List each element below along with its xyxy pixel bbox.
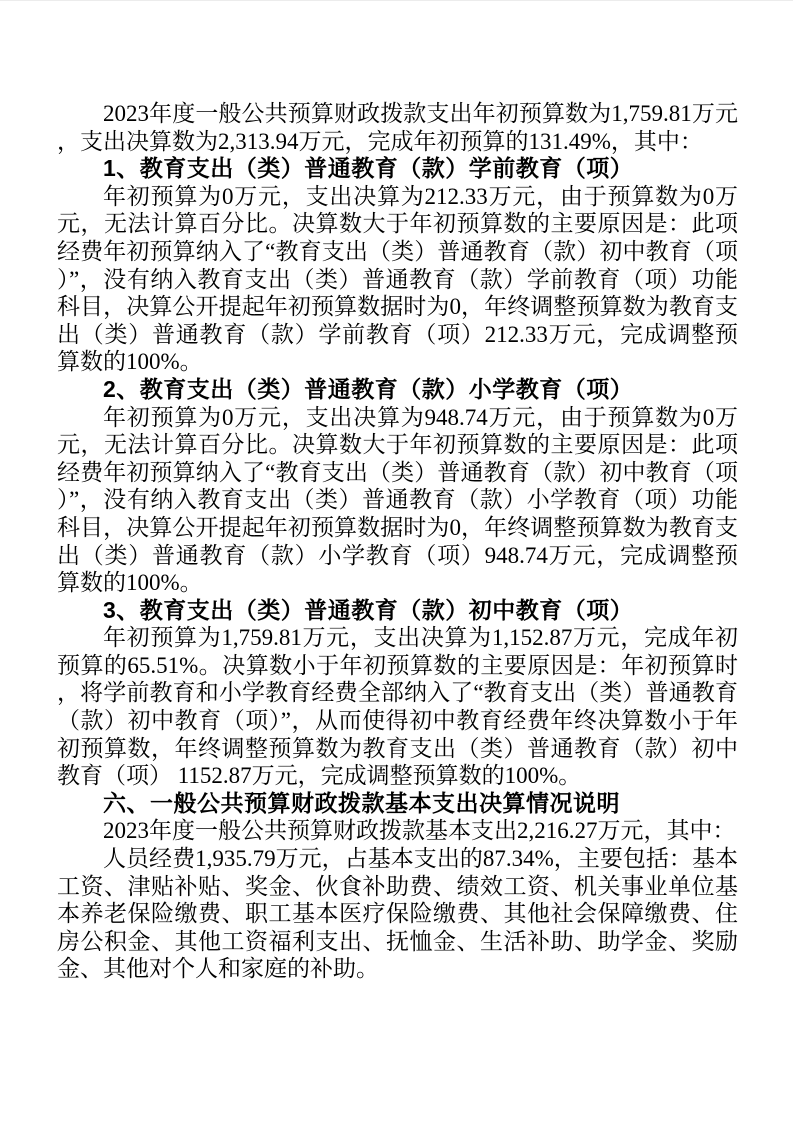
heading-section-6-basic-expenditure: 六、一般公共预算财政拨款基本支出决算情况说明 (103, 789, 620, 816)
heading-item-1-preschool-education: 1、教育支出（类）普通教育（款）学前教育（项） (103, 155, 634, 182)
heading-item-2-primary-education: 2、教育支出（类）普通教育（款）小学教育（项） (103, 375, 634, 402)
paragraph-expenditure-overview: 2023年度一般公共预算财政拨款支出年初预算数为1,759.81万元，支出决算数为2,313.94万元，完成年初预算的131.49%，其中： (57, 101, 738, 154)
heading-item-3-junior-high-education: 3、教育支出（类）普通教育（款）初中教育（项） (103, 596, 634, 623)
paragraph-basic-expenditure-total: 2023年度一般公共预算财政拨款基本支出2,216.27万元，其中： (103, 818, 736, 844)
paragraph-item-2-explanation: 年初预算为0万元，支出决算为948.74万元，由于预算数为0万元，无法计算百分比。决算数大于年初预算数的主要原因是：此项经费年初预算纳入了“教育支出（类）普通教育（款）初中教育（项）”，没有纳入教育支出（类）普通教育（款）小学教育（项）功能科目，决算公开提起年初预算数据时为0，年终调整预算数为教育支出（类）普通教育（款）小学教育（项）948.74万元，完成调整预算数的100%。 (57, 404, 738, 596)
paragraph-personnel-funds-detail: 人员经费1,935.79万元，占基本支出的87.34%，主要包括：基本工资、津贴补贴、奖金、伙食补助费、绩效工资、机关事业单位基本养老保险缴费、职工基本医疗保险缴费、其他社会保障缴费、住房公积金、其他工资福利支出、抚恤金、生活补助、助学金、奖励金、其他对个人和家庭的补助。 (57, 846, 738, 982)
paragraph-item-3-explanation: 年初预算为1,759.81万元，支出决算为1,152.87万元，完成年初预算的65.51%。决算数小于年初预算数的主要原因是：年初预算时，将学前教育和小学教育经费全部纳入了“教育支出（类）普通教育（款）初中教育（项）”，从而使得初中教育经费年终决算数小于年初预算数，年终调整预算数为教育支出（类）普通教育（款）初中教育（项） 1152.87万元，完成调整预算数的100%。 (57, 625, 738, 789)
document-content (0, 1, 793, 983)
paragraph-item-1-explanation: 年初预算为0万元，支出决算为212.33万元，由于预算数为0万元，无法计算百分比。决算数大于年初预算数的主要原因是：此项经费年初预算纳入了“教育支出（类）普通教育（款）初中教育（项）”，没有纳入教育支出（类）普通教育（款）学前教育（项）功能科目，决算公开提起年初预算数据时为0，年终调整预算数为教育支出（类）普通教育（款）学前教育（项）212.33万元，完成调整预算数的100%。 (57, 183, 738, 375)
